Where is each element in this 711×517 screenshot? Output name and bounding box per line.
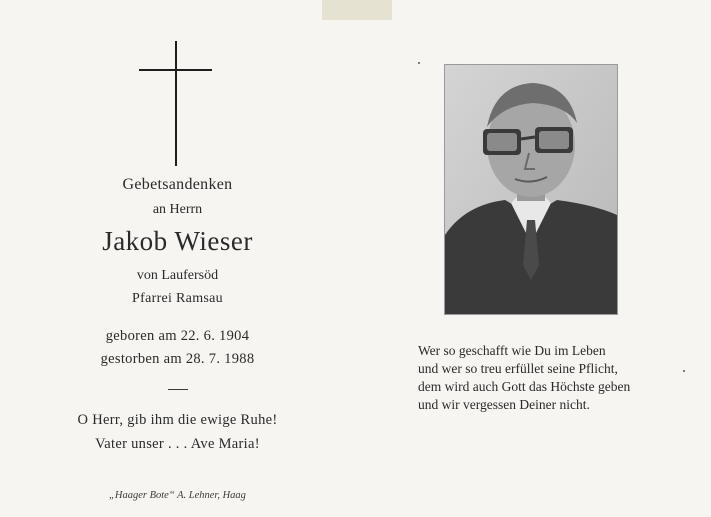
portrait-illustration xyxy=(445,65,617,314)
origin: von Laufersöd xyxy=(136,268,219,283)
memorial-verse xyxy=(418,342,630,414)
verse-line-2: und wer so treu erfüllet seine Pflicht, xyxy=(418,361,618,376)
speck xyxy=(683,370,685,372)
divider xyxy=(168,389,188,390)
prayer-line-1: O Herr, gib ihm die ewige Ruhe! xyxy=(77,412,278,428)
portrait-photo xyxy=(444,64,618,315)
subheading: an Herrn xyxy=(152,202,203,217)
speck xyxy=(418,62,420,64)
cross-icon xyxy=(0,0,355,175)
birth-date: geboren am 22. 6. 1904 xyxy=(105,328,250,344)
left-panel xyxy=(0,0,355,517)
death-date: gestorben am 28. 7. 1988 xyxy=(100,351,255,367)
prayer-line-2: Vater unser . . . Ave Maria! xyxy=(95,436,260,452)
verse-line-4: und wir vergessen Deiner nicht. xyxy=(418,397,590,412)
printer-credit: „Haager Bote“ A. Lehner, Haag xyxy=(109,490,246,501)
verse-line-3: dem wird auch Gott das Höchste geben xyxy=(418,379,631,394)
heading: Gebetsandenken xyxy=(122,176,233,193)
parish: Pfarrei Ramsau xyxy=(132,291,223,306)
verse-line-1: Wer so geschafft wie Du im Leben xyxy=(418,343,606,358)
deceased-name: Jakob Wieser xyxy=(102,226,253,256)
